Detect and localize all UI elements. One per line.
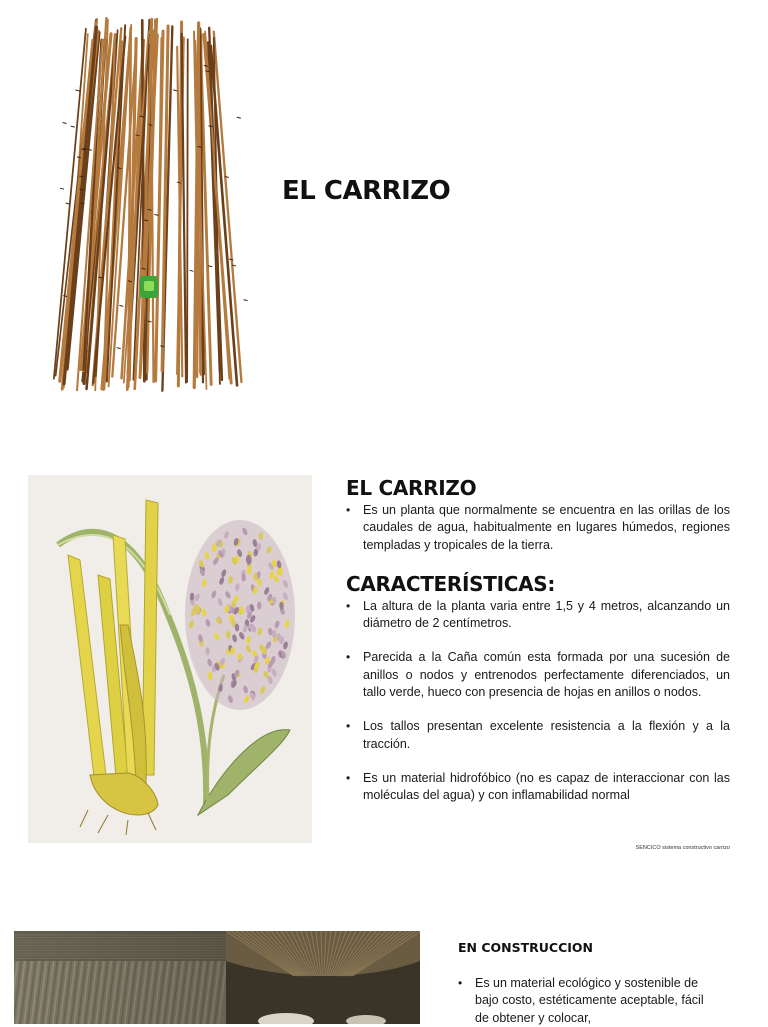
carrizo-description-list: [346, 502, 730, 554]
reed-ceiling-photo: [14, 931, 226, 1024]
reed-interior-photo: [226, 931, 420, 1024]
section-title-caracteristicas: CARACTERÍSTICAS:: [346, 571, 556, 596]
list-item: • La altura de la planta varia entre 1,5 y 4 metros, alcanzando un diámetro de 2 centímetros.: [346, 598, 730, 633]
list-item: • Los tallos presentan excelente resistencia a la flexión y a la tracción.: [346, 718, 730, 753]
list-item: • Es un material ecológico y sostenible de bajo costo, estéticamente aceptable, fácil de obtener y colocar,: [458, 975, 710, 1027]
reed-bundle-image: [40, 14, 270, 394]
source-note: SENCICO sistema constructivo carrizo: [635, 845, 730, 851]
list-item: • Parecida a la Caña común esta formada por una sucesión de anillos o nodos y entrenodos perfectamente diferenciados, un tallo verde, hueco con presencia de hojas en anillos o nodos.: [346, 649, 730, 701]
construction-list: [458, 975, 710, 1027]
slide1-title: EL CARRIZO: [282, 176, 451, 206]
list-item: • Es un planta que normalmente se encuentra en las orillas de los caudales de agua, habitualmente en lugares húmedos, regiones templadas y tropicales de la tierra.: [346, 502, 730, 554]
reed-plant-illustration: [28, 475, 312, 843]
section-title-carrizo: EL CARRIZO: [346, 476, 477, 500]
description-column: [346, 476, 730, 805]
construction-title: EN CONSTRUCCION: [458, 940, 594, 955]
list-item: • Es un material hidrofóbico (no es capaz de interaccionar con las moléculas del agua) y con inflamabilidad normal: [346, 770, 730, 805]
characteristics-list: [346, 598, 730, 805]
